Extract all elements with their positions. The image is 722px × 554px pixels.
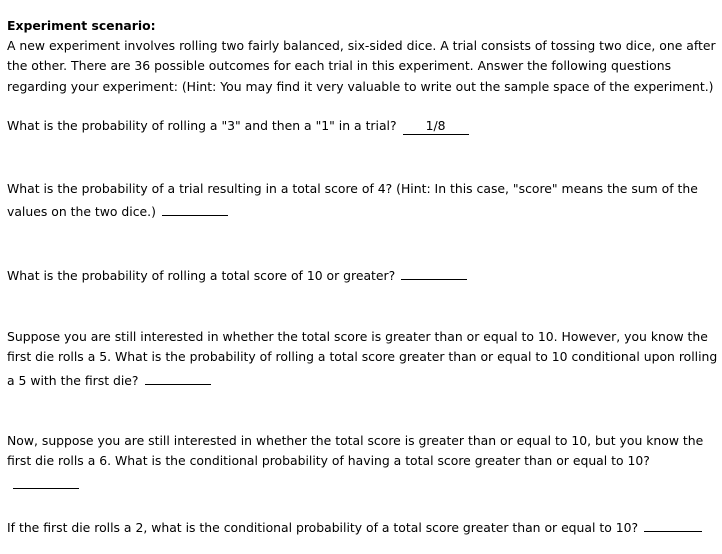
question-5 xyxy=(7,431,721,495)
scenario-text: A new experiment involves rolling two fairly balanced, six-sided dice. A trial consists of tossing two dice, one after the other. There are 36 possible outcomes for each trial in this experiment. Answer the following questions regarding your experiment: (Hint: You may find it very valuable to write out the sample space of the experiment.) xyxy=(7,38,716,94)
question-4-text: Suppose you are still interested in whether the total score is greater than or equal to 10. However, you know the first die rolls a 5. What is the probability of rolling a total score greater than or equal to 10 conditional upon rolling a 5 with the first die? xyxy=(7,329,718,388)
scenario-heading: Experiment scenario: xyxy=(7,18,156,33)
question-1 xyxy=(7,116,721,136)
question-2-text: What is the probability of a trial resulting in a total score of 4? (Hint: In this case, "score" means the sum of the values on the two dice.) xyxy=(7,181,698,220)
question-2-answer-field[interactable] xyxy=(162,199,228,216)
question-6-answer-field[interactable] xyxy=(644,515,702,532)
question-4-answer-field[interactable] xyxy=(145,368,211,385)
question-5-answer-field[interactable] xyxy=(13,472,79,489)
question-6-text: If the first die rolls a 2, what is the conditional probability of a total score greater than or equal to 10? xyxy=(7,520,639,535)
question-5-text: Now, suppose you are still interested in whether the total score is greater than or equal to 10, but you know the first die rolls a 6. What is the conditional probability of having a total score greater than or equal to 10? xyxy=(7,433,704,469)
question-3 xyxy=(7,263,721,286)
question-4 xyxy=(7,327,721,391)
question-3-text: What is the probability of rolling a total score of 10 or greater? xyxy=(7,268,396,283)
question-1-answer-field[interactable]: 1/8 xyxy=(403,118,469,135)
question-6 xyxy=(7,515,721,538)
question-3-answer-field[interactable] xyxy=(401,263,467,280)
question-2 xyxy=(7,179,721,223)
question-1-text: What is the probability of rolling a "3" and then a "1" in a trial? xyxy=(7,118,397,133)
